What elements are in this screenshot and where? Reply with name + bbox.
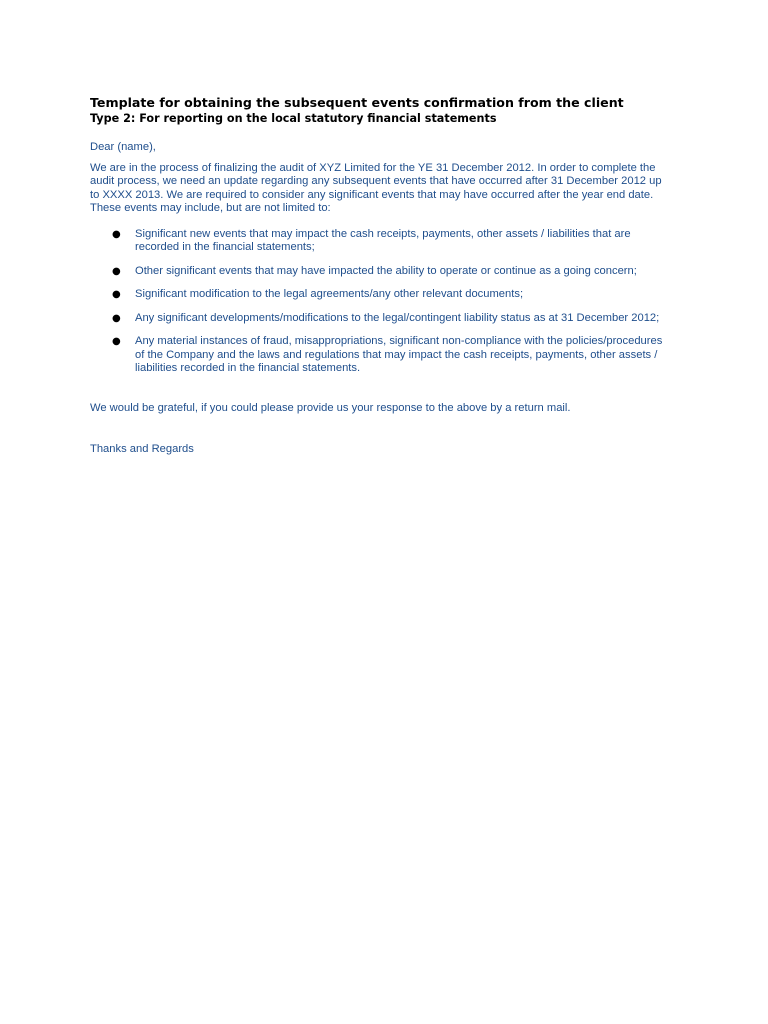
bullet-icon: ● <box>112 265 121 277</box>
signoff: Thanks and Regards <box>90 443 194 455</box>
bullet-icon: ● <box>112 289 121 300</box>
bullet-icon: ● <box>112 336 121 347</box>
list-item-text: Any significant developments/modifications to the legal/contingent liability status as at 31 December 2012; <box>135 311 660 324</box>
list-item <box>90 288 670 302</box>
list-item-text: Significant new events that may impact the cash receipts, payments, other assets / liabilities that are recorded in the financial statements; <box>135 227 631 253</box>
list-item-text: Other significant events that may have impacted the ability to operate or continue as a going concern; <box>135 264 637 277</box>
document-title: Template for obtaining the subsequent events confirmation from the client <box>90 95 624 110</box>
list-item <box>90 265 670 279</box>
closing-paragraph: We would be grateful, if you could please provide us your response to the above by a return mail. <box>90 401 571 414</box>
document-subtitle: Type 2: For reporting on the local statutory financial statements <box>90 112 497 125</box>
list-item-text: Any material instances of fraud, misappropriations, significant non-compliance with the policies/procedures of the Company and the laws and regulations that may impact the cash receipts, payments, other assets / liabilities recorded in the financial statements. <box>135 335 663 374</box>
document-content <box>90 94 680 457</box>
events-list <box>90 228 680 376</box>
bullet-icon: ● <box>112 228 121 240</box>
list-item-text: Significant modification to the legal agreements/any other relevant documents; <box>135 288 524 300</box>
list-item <box>90 228 670 255</box>
list-item <box>90 335 670 376</box>
list-item <box>90 312 670 326</box>
bullet-icon: ● <box>112 312 121 324</box>
salutation: Dear (name), <box>90 141 156 153</box>
intro-paragraph: We are in the process of finalizing the audit of XYZ Limited for the YE 31 December 2012. In order to complete the audit process, we need an update regarding any subsequent events that have occurred after 31 December 2012 up to XXXX 2013. We are required to consider any significant events that may have occurred after the year end date. These events may include, but are not limited to: <box>90 161 662 214</box>
